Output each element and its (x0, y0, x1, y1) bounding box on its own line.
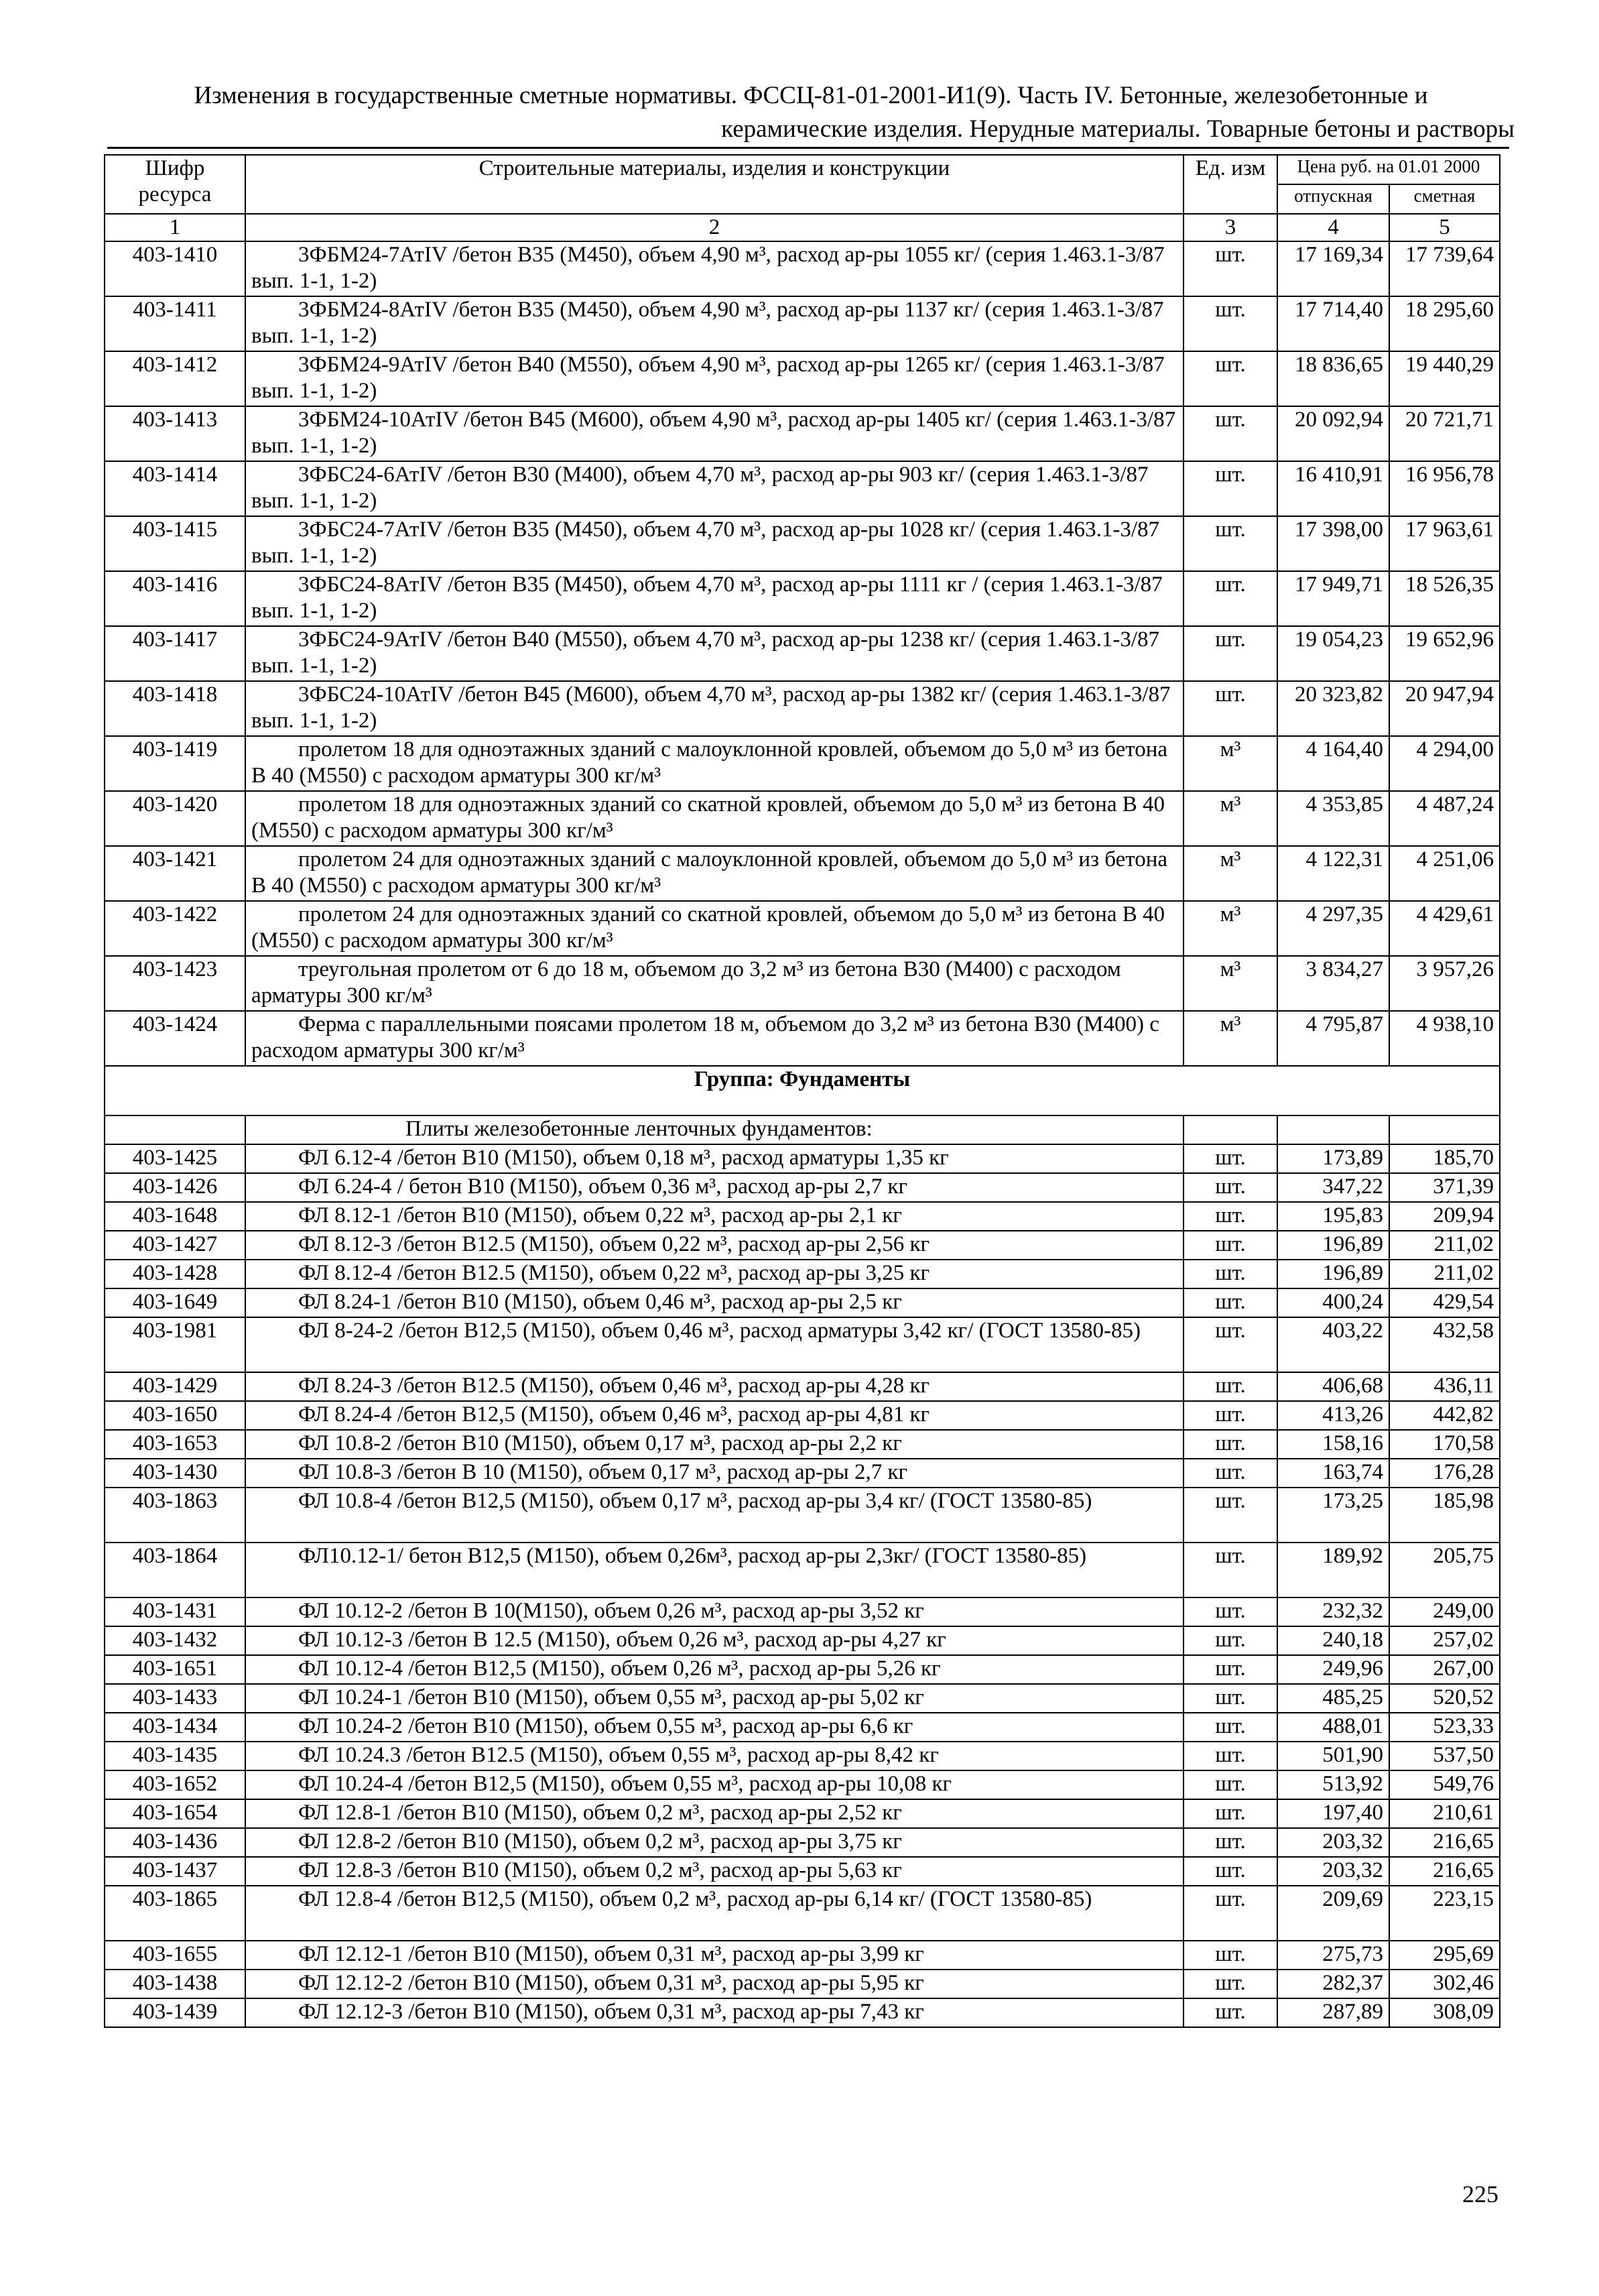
table-row (105, 1372, 1500, 1401)
unit: шт. (1184, 1488, 1277, 1543)
unit: шт. (1184, 1970, 1277, 1998)
resource-code: 403-1434 (105, 1713, 245, 1742)
material-name: 3ФБС24-9АтIV /бетон В40 (М550), объем 4,70 м³, расход ар-ры 1238 кг/ (серия 1.463.1-3/87 вып. 1-1, 1-2) (245, 626, 1184, 681)
unit: шт. (1184, 1288, 1277, 1317)
estimate-price: 520,52 (1389, 1684, 1500, 1713)
table-row (105, 1857, 1500, 1886)
estimate-price: 16 956,78 (1389, 461, 1500, 516)
material-name: ФЛ 12.8-1 /бетон В10 (М150), объем 0,2 м³, расход ар-ры 2,52 кг (245, 1799, 1184, 1828)
material-name: ФЛ 8.12-3 /бетон В12.5 (М150), объем 0,22 м³, расход ар-ры 2,56 кг (245, 1231, 1184, 1260)
resource-code: 403-1648 (105, 1202, 245, 1231)
unit: м³ (1184, 901, 1277, 956)
release-price: 17 714,40 (1277, 296, 1389, 351)
material-name: ФЛ 12.8-4 /бетон В12,5 (М150), объем 0,2 м³, расход ар-ры 6,14 кг/ (ГОСТ 13580-85) (245, 1886, 1184, 1941)
header-unit: Ед. изм (1184, 155, 1277, 214)
unit: шт. (1184, 1372, 1277, 1401)
subgroup-estimate-cell (1389, 1115, 1500, 1144)
estimate-price: 20 947,94 (1389, 681, 1500, 736)
estimate-price: 371,39 (1389, 1173, 1500, 1202)
resource-code: 403-1421 (105, 846, 245, 901)
table-row (105, 241, 1500, 296)
estimate-price: 211,02 (1389, 1231, 1500, 1260)
estimate-price: 205,75 (1389, 1543, 1500, 1597)
release-price: 513,92 (1277, 1770, 1389, 1799)
material-name: 3ФБС24-10АтIV /бетон В45 (М600), объем 4,70 м³, расход ар-ры 1382 кг/ (серия 1.463.1-3/87 вып. 1-1, 1-2) (245, 681, 1184, 736)
unit: шт. (1184, 1202, 1277, 1231)
unit: шт. (1184, 1626, 1277, 1655)
table-row (105, 571, 1500, 626)
release-price: 20 323,82 (1277, 681, 1389, 736)
material-name: 3ФБМ24-8АтIV /бетон В35 (М450), объем 4,90 м³, расход ар-ры 1137 кг/ (серия 1.463.1-3/87 вып. 1-1, 1-2) (245, 296, 1184, 351)
table-row (105, 1655, 1500, 1684)
unit: шт. (1184, 1857, 1277, 1886)
table-row (105, 461, 1500, 516)
col-num-1: 1 (105, 214, 245, 241)
release-price: 4 297,35 (1277, 901, 1389, 956)
unit: шт. (1184, 1655, 1277, 1684)
table-header-row (105, 155, 1500, 184)
estimate-price: 18 526,35 (1389, 571, 1500, 626)
page-number: 225 (1462, 2181, 1498, 2208)
resource-code: 403-1423 (105, 956, 245, 1011)
resource-code: 403-1438 (105, 1970, 245, 1998)
resource-code: 403-1865 (105, 1886, 245, 1941)
unit: шт. (1184, 626, 1277, 681)
estimate-price: 432,58 (1389, 1317, 1500, 1372)
material-name: ФЛ 8.24-1 /бетон В10 (М150), объем 0,46 м³, расход ар-ры 2,5 кг (245, 1288, 1184, 1317)
unit: шт. (1184, 351, 1277, 406)
header-price: Цена руб. на 01.01 2000 (1277, 155, 1500, 184)
table-row (105, 1626, 1500, 1655)
estimate-price: 537,50 (1389, 1742, 1500, 1770)
material-name: 3ФБМ24-7АтIV /бетон В35 (М450), объем 4,90 м³, расход ар-ры 1055 кг/ (серия 1.463.1-3/87 вып. 1-1, 1-2) (245, 241, 1184, 296)
col-num-5: 5 (1389, 214, 1500, 241)
table-row (105, 791, 1500, 846)
resource-code: 403-1417 (105, 626, 245, 681)
price-table (104, 154, 1500, 2028)
table-row (105, 1401, 1500, 1430)
release-price: 173,89 (1277, 1144, 1389, 1173)
material-name: 3ФБМ24-10АтIV /бетон В45 (М600), объем 4,90 м³, расход ар-ры 1405 кг/ (серия 1.463.1-3/87 вып. 1-1, 1-2) (245, 406, 1184, 461)
material-name: пролетом 24 для одноэтажных зданий со скатной кровлей, объемом до 5,0 м³ из бетона В 40 (М550) с расходом арматуры 300 кг/м³ (245, 901, 1184, 956)
resource-code: 403-1428 (105, 1260, 245, 1288)
column-number-row (105, 214, 1500, 241)
estimate-price: 249,00 (1389, 1597, 1500, 1626)
material-name: 3ФБС24-7АтIV /бетон В35 (М450), объем 4,70 м³, расход ар-ры 1028 кг/ (серия 1.463.1-3/87 вып. 1-1, 1-2) (245, 516, 1184, 571)
table-row (105, 296, 1500, 351)
release-price: 189,92 (1277, 1543, 1389, 1597)
release-price: 17 169,34 (1277, 241, 1389, 296)
material-name: ФЛ 10.24-1 /бетон В10 (М150), объем 0,55 м³, расход ар-ры 5,02 кг (245, 1684, 1184, 1713)
unit: шт. (1184, 241, 1277, 296)
subgroup-title-row (105, 1115, 1500, 1144)
header-line-2: керамические изделия. Нерудные материалы. Товарные бетоны и растворы (721, 115, 1515, 143)
release-price: 485,25 (1277, 1684, 1389, 1713)
resource-code: 403-1425 (105, 1144, 245, 1173)
unit: шт. (1184, 1317, 1277, 1372)
material-name: 3ФБС24-6АтIV /бетон В30 (М400), объем 4,70 м³, расход ар-ры 903 кг/ (серия 1.463.1-3/87 вып. 1-1, 1-2) (245, 461, 1184, 516)
header-release: отпускная (1277, 184, 1389, 214)
material-name: пролетом 24 для одноэтажных зданий с малоуклонной кровлей, объемом до 5,0 м³ из бетона В 40 (М550) с расходом арматуры 300 кг/м³ (245, 846, 1184, 901)
resource-code: 403-1864 (105, 1543, 245, 1597)
release-price: 3 834,27 (1277, 956, 1389, 1011)
estimate-price: 267,00 (1389, 1655, 1500, 1684)
resource-code: 403-1429 (105, 1372, 245, 1401)
release-price: 249,96 (1277, 1655, 1389, 1684)
unit: м³ (1184, 736, 1277, 791)
estimate-price: 17 963,61 (1389, 516, 1500, 571)
table-row (105, 1202, 1500, 1231)
estimate-price: 4 429,61 (1389, 901, 1500, 956)
table-row (105, 1799, 1500, 1828)
estimate-price: 223,15 (1389, 1886, 1500, 1941)
table-row (105, 1998, 1500, 2027)
table-row (105, 1288, 1500, 1317)
material-name: ФЛ 12.12-2 /бетон В10 (М150), объем 0,31 м³, расход ар-ры 5,95 кг (245, 1970, 1184, 1998)
resource-code: 403-1414 (105, 461, 245, 516)
estimate-price: 19 652,96 (1389, 626, 1500, 681)
unit: шт. (1184, 1742, 1277, 1770)
table-row (105, 1684, 1500, 1713)
unit: шт. (1184, 1459, 1277, 1488)
unit: шт. (1184, 406, 1277, 461)
resource-code: 403-1437 (105, 1857, 245, 1886)
estimate-price: 549,76 (1389, 1770, 1500, 1799)
material-name: ФЛ 8.24-3 /бетон В12.5 (М150), объем 0,46 м³, расход ар-ры 4,28 кг (245, 1372, 1184, 1401)
release-price: 17 398,00 (1277, 516, 1389, 571)
material-name: ФЛ 10.24.3 /бетон В12.5 (М150), объем 0,55 м³, расход ар-ры 8,42 кг (245, 1742, 1184, 1770)
unit: шт. (1184, 461, 1277, 516)
resource-code: 403-1981 (105, 1317, 245, 1372)
resource-code: 403-1426 (105, 1173, 245, 1202)
table-row (105, 1260, 1500, 1288)
estimate-price: 436,11 (1389, 1372, 1500, 1401)
unit: м³ (1184, 846, 1277, 901)
table-row (105, 901, 1500, 956)
table-row (105, 351, 1500, 406)
group-title-row (105, 1066, 1500, 1115)
unit: шт. (1184, 1260, 1277, 1288)
table-row (105, 1543, 1500, 1597)
resource-code: 403-1433 (105, 1684, 245, 1713)
material-name: 3ФБС24-8АтIV /бетон В35 (М450), объем 4,70 м³, расход ар-ры 1111 кг / (серия 1.463.1-3/87 вып. 1-1, 1-2) (245, 571, 1184, 626)
release-price: 17 949,71 (1277, 571, 1389, 626)
release-price: 16 410,91 (1277, 461, 1389, 516)
release-price: 347,22 (1277, 1173, 1389, 1202)
table-row (105, 1770, 1500, 1799)
material-name: ФЛ 10.8-4 /бетон В12,5 (М150), объем 0,17 м³, расход ар-ры 3,4 кг/ (ГОСТ 13580-85) (245, 1488, 1184, 1543)
table-row (105, 956, 1500, 1011)
estimate-price: 170,58 (1389, 1430, 1500, 1459)
resource-code: 403-1431 (105, 1597, 245, 1626)
resource-code: 403-1411 (105, 296, 245, 351)
material-name: ФЛ 6.12-4 /бетон В10 (М150), объем 0,18 м³, расход арматуры 1,35 кг (245, 1144, 1184, 1173)
resource-code: 403-1432 (105, 1626, 245, 1655)
release-price: 501,90 (1277, 1742, 1389, 1770)
resource-code: 403-1649 (105, 1288, 245, 1317)
resource-code: 403-1415 (105, 516, 245, 571)
unit: шт. (1184, 1998, 1277, 2027)
col-num-4: 4 (1277, 214, 1389, 241)
subgroup-unit-cell (1184, 1115, 1277, 1144)
page-header (107, 79, 1515, 146)
subgroup-code-cell (105, 1115, 245, 1144)
material-name: ФЛ 8.12-4 /бетон В12.5 (М150), объем 0,22 м³, расход ар-ры 3,25 кг (245, 1260, 1184, 1288)
estimate-price: 302,46 (1389, 1970, 1500, 1998)
release-price: 406,68 (1277, 1372, 1389, 1401)
material-name: пролетом 18 для одноэтажных зданий с малоуклонной кровлей, объемом до 5,0 м³ из бетона В 40 (М550) с расходом арматуры 300 кг/м³ (245, 736, 1184, 791)
table-row (105, 1886, 1500, 1941)
subgroup-release-cell (1277, 1115, 1389, 1144)
resource-code: 403-1654 (105, 1799, 245, 1828)
header-estimate: сметная (1389, 184, 1500, 214)
unit: м³ (1184, 791, 1277, 846)
estimate-price: 3 957,26 (1389, 956, 1500, 1011)
estimate-price: 20 721,71 (1389, 406, 1500, 461)
release-price: 275,73 (1277, 1941, 1389, 1970)
resource-code: 403-1651 (105, 1655, 245, 1684)
table-row (105, 1173, 1500, 1202)
release-price: 282,37 (1277, 1970, 1389, 1998)
material-name: ФЛ 12.8-2 /бетон В10 (М150), объем 0,2 м³, расход ар-ры 3,75 кг (245, 1828, 1184, 1857)
release-price: 196,89 (1277, 1260, 1389, 1288)
estimate-price: 210,61 (1389, 1799, 1500, 1828)
release-price: 195,83 (1277, 1202, 1389, 1231)
release-price: 197,40 (1277, 1799, 1389, 1828)
group-title: Группа: Фундаменты (105, 1066, 1500, 1115)
estimate-price: 295,69 (1389, 1941, 1500, 1970)
unit: шт. (1184, 681, 1277, 736)
estimate-price: 257,02 (1389, 1626, 1500, 1655)
estimate-price: 17 739,64 (1389, 241, 1500, 296)
release-price: 203,32 (1277, 1828, 1389, 1857)
unit: м³ (1184, 1011, 1277, 1066)
unit: шт. (1184, 1828, 1277, 1857)
resource-code: 403-1419 (105, 736, 245, 791)
material-name: ФЛ 8.24-4 /бетон В12,5 (М150), объем 0,46 м³, расход ар-ры 4,81 кг (245, 1401, 1184, 1430)
table-row (105, 1459, 1500, 1488)
release-price: 173,25 (1277, 1488, 1389, 1543)
estimate-price: 308,09 (1389, 1998, 1500, 2027)
release-price: 4 164,40 (1277, 736, 1389, 791)
unit: шт. (1184, 1144, 1277, 1173)
release-price: 413,26 (1277, 1401, 1389, 1430)
release-price: 287,89 (1277, 1998, 1389, 2027)
table-row (105, 681, 1500, 736)
estimate-price: 176,28 (1389, 1459, 1500, 1488)
subgroup-title: Плиты железобетонные ленточных фундаментов: (245, 1115, 1184, 1144)
material-name: ФЛ 8.12-1 /бетон В10 (М150), объем 0,22 м³, расход ар-ры 2,1 кг (245, 1202, 1184, 1231)
release-price: 18 836,65 (1277, 351, 1389, 406)
table-row (105, 1713, 1500, 1742)
table-row (105, 1597, 1500, 1626)
release-price: 240,18 (1277, 1626, 1389, 1655)
resource-code: 403-1422 (105, 901, 245, 956)
table-row (105, 1828, 1500, 1857)
table-row (105, 516, 1500, 571)
estimate-price: 18 295,60 (1389, 296, 1500, 351)
table-row (105, 1430, 1500, 1459)
table-row (105, 406, 1500, 461)
estimate-price: 4 938,10 (1389, 1011, 1500, 1066)
release-price: 4 353,85 (1277, 791, 1389, 846)
table-row (105, 1488, 1500, 1543)
resource-code: 403-1650 (105, 1401, 245, 1430)
estimate-price: 211,02 (1389, 1260, 1500, 1288)
material-name: ФЛ 10.8-3 /бетон В 10 (М150), объем 0,17 м³, расход ар-ры 2,7 кг (245, 1459, 1184, 1488)
material-name: треугольная пролетом от 6 до 18 м, объемом до 3,2 м³ из бетона В30 (М400) с расходом арматуры 300 кг/м³ (245, 956, 1184, 1011)
table-row (105, 736, 1500, 791)
material-name: ФЛ 12.12-3 /бетон В10 (М150), объем 0,31 м³, расход ар-ры 7,43 кг (245, 1998, 1184, 2027)
unit: шт. (1184, 1430, 1277, 1459)
release-price: 4 122,31 (1277, 846, 1389, 901)
estimate-price: 185,98 (1389, 1488, 1500, 1543)
unit: шт. (1184, 1543, 1277, 1597)
col-num-2: 2 (245, 214, 1184, 241)
material-name: ФЛ 10.12-4 /бетон В12,5 (М150), объем 0,26 м³, расход ар-ры 5,26 кг (245, 1655, 1184, 1684)
resource-code: 403-1420 (105, 791, 245, 846)
estimate-price: 216,65 (1389, 1828, 1500, 1857)
header-rule (107, 147, 1509, 149)
col-num-3: 3 (1184, 214, 1277, 241)
header-code: Шифр ресурса (105, 155, 245, 214)
unit: шт. (1184, 516, 1277, 571)
resource-code: 403-1652 (105, 1770, 245, 1799)
material-name: ФЛ 10.12-2 /бетон В 10(М150), объем 0,26 м³, расход ар-ры 3,52 кг (245, 1597, 1184, 1626)
material-name: ФЛ 10.24-2 /бетон В10 (М150), объем 0,55 м³, расход ар-ры 6,6 кг (245, 1713, 1184, 1742)
header-name: Строительные материалы, изделия и конструкции (245, 155, 1184, 214)
unit: шт. (1184, 1770, 1277, 1799)
resource-code: 403-1863 (105, 1488, 245, 1543)
release-price: 4 795,87 (1277, 1011, 1389, 1066)
resource-code: 403-1435 (105, 1742, 245, 1770)
estimate-price: 4 487,24 (1389, 791, 1500, 846)
estimate-price: 19 440,29 (1389, 351, 1500, 406)
resource-code: 403-1416 (105, 571, 245, 626)
material-name: 3ФБМ24-9АтIV /бетон В40 (М550), объем 4,90 м³, расход ар-ры 1265 кг/ (серия 1.463.1-3/87 вып. 1-1, 1-2) (245, 351, 1184, 406)
unit: шт. (1184, 296, 1277, 351)
resource-code: 403-1436 (105, 1828, 245, 1857)
material-name: ФЛ 8-24-2 /бетон В12,5 (М150), объем 0,46 м³, расход арматуры 3,42 кг/ (ГОСТ 13580-85) (245, 1317, 1184, 1372)
release-price: 403,22 (1277, 1317, 1389, 1372)
unit: шт. (1184, 1231, 1277, 1260)
release-price: 196,89 (1277, 1231, 1389, 1260)
material-name: ФЛ 12.12-1 /бетон В10 (М150), объем 0,31 м³, расход ар-ры 3,99 кг (245, 1941, 1184, 1970)
release-price: 488,01 (1277, 1713, 1389, 1742)
estimate-price: 185,70 (1389, 1144, 1500, 1173)
material-name: ФЛ 10.24-4 /бетон В12,5 (М150), объем 0,55 м³, расход ар-ры 10,08 кг (245, 1770, 1184, 1799)
header-line-1: Изменения в государственные сметные нормативы. ФССЦ-81-01-2001-И1(9). Часть IV. Бетонные, железобетонные и (194, 82, 1428, 109)
table-row (105, 1231, 1500, 1260)
material-name: ФЛ 10.12-3 /бетон В 12.5 (М150), объем 0,26 м³, расход ар-ры 4,27 кг (245, 1626, 1184, 1655)
unit: шт. (1184, 1799, 1277, 1828)
table-row (105, 1941, 1500, 1970)
table-row (105, 1144, 1500, 1173)
table-row (105, 1317, 1500, 1372)
estimate-price: 4 294,00 (1389, 736, 1500, 791)
resource-code: 403-1655 (105, 1941, 245, 1970)
resource-code: 403-1430 (105, 1459, 245, 1488)
unit: шт. (1184, 1684, 1277, 1713)
resource-code: 403-1412 (105, 351, 245, 406)
unit: шт. (1184, 1401, 1277, 1430)
unit: шт. (1184, 1597, 1277, 1626)
table-row (105, 1970, 1500, 1998)
table-row (105, 626, 1500, 681)
unit: м³ (1184, 956, 1277, 1011)
release-price: 209,69 (1277, 1886, 1389, 1941)
unit: шт. (1184, 571, 1277, 626)
material-name: пролетом 18 для одноэтажных зданий со скатной кровлей, объемом до 5,0 м³ из бетона В 40 (М550) с расходом арматуры 300 кг/м³ (245, 791, 1184, 846)
resource-code: 403-1427 (105, 1231, 245, 1260)
release-price: 400,24 (1277, 1288, 1389, 1317)
unit: шт. (1184, 1941, 1277, 1970)
material-name: ФЛ 6.24-4 / бетон В10 (М150), объем 0,36 м³, расход ар-ры 2,7 кг (245, 1173, 1184, 1202)
estimate-price: 442,82 (1389, 1401, 1500, 1430)
resource-code: 403-1424 (105, 1011, 245, 1066)
material-name: Ферма с параллельными поясами пролетом 18 м, объемом до 3,2 м³ из бетона В30 (М400) с расходом арматуры 300 кг/м³ (245, 1011, 1184, 1066)
resource-code: 403-1410 (105, 241, 245, 296)
resource-code: 403-1413 (105, 406, 245, 461)
estimate-price: 523,33 (1389, 1713, 1500, 1742)
estimate-price: 209,94 (1389, 1202, 1500, 1231)
estimate-price: 4 251,06 (1389, 846, 1500, 901)
estimate-price: 216,65 (1389, 1857, 1500, 1886)
release-price: 20 092,94 (1277, 406, 1389, 461)
unit: шт. (1184, 1713, 1277, 1742)
table-row (105, 846, 1500, 901)
release-price: 158,16 (1277, 1430, 1389, 1459)
release-price: 203,32 (1277, 1857, 1389, 1886)
material-name: ФЛ 12.8-3 /бетон В10 (М150), объем 0,2 м³, расход ар-ры 5,63 кг (245, 1857, 1184, 1886)
table-row (105, 1742, 1500, 1770)
resource-code: 403-1439 (105, 1998, 245, 2027)
resource-code: 403-1418 (105, 681, 245, 736)
release-price: 232,32 (1277, 1597, 1389, 1626)
release-price: 19 054,23 (1277, 626, 1389, 681)
unit: шт. (1184, 1886, 1277, 1941)
unit: шт. (1184, 1173, 1277, 1202)
release-price: 163,74 (1277, 1459, 1389, 1488)
material-name: ФЛ 10.8-2 /бетон В10 (М150), объем 0,17 м³, расход ар-ры 2,2 кг (245, 1430, 1184, 1459)
table-row (105, 1011, 1500, 1066)
estimate-price: 429,54 (1389, 1288, 1500, 1317)
material-name: ФЛ10.12-1/ бетон В12,5 (М150), объем 0,26м³, расход ар-ры 2,3кг/ (ГОСТ 13580-85) (245, 1543, 1184, 1597)
resource-code: 403-1653 (105, 1430, 245, 1459)
